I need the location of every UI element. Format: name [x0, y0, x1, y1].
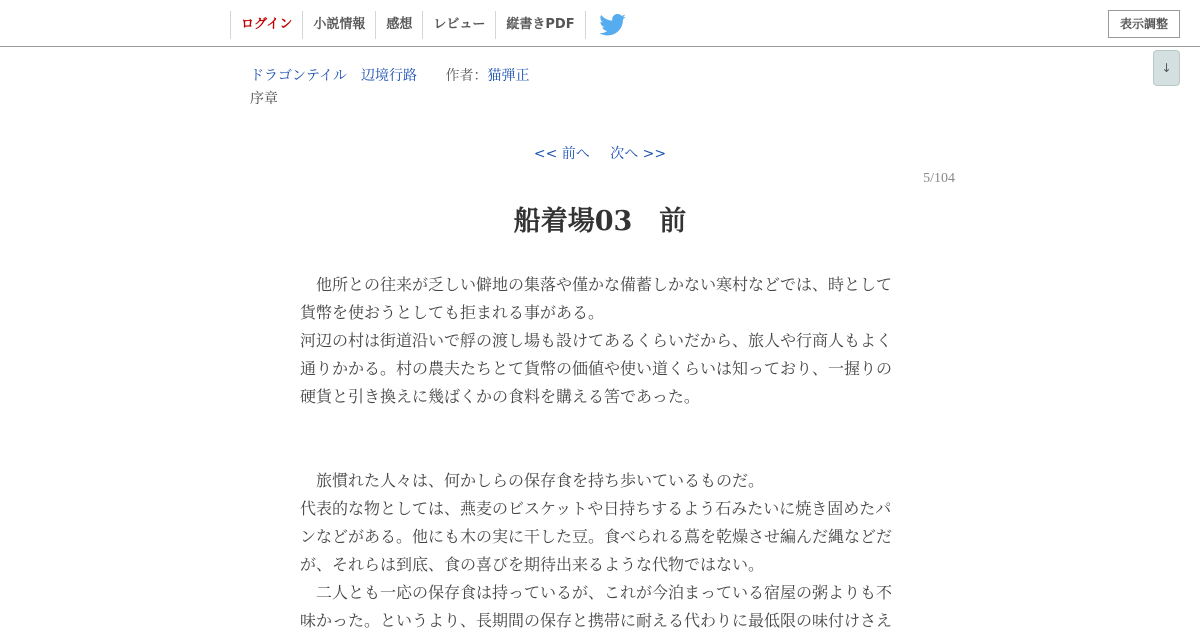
body-line: 二人とも一応の保存食は持っているが、これが今泊まっている宿屋の粥よりも不 [300, 583, 893, 602]
chapter-title: 序章 [250, 91, 278, 107]
episode-pager [0, 145, 1200, 163]
body-line: 硬貨と引き換えに幾ばくかの食料を購える筈であった。 [300, 387, 700, 406]
body-line: ンなどがある。他にも木の実に干した豆。食べられる蔦を乾燥させ編んだ縄などだ [300, 527, 893, 546]
twitter-icon[interactable] [599, 14, 626, 36]
blank-line [300, 411, 900, 439]
body-line: 旅慣れた人々は、何かしらの保存食を持ち歩いているものだ。 [300, 471, 765, 490]
episode-body [300, 271, 900, 635]
header-nav [230, 11, 586, 39]
site-header [0, 0, 1200, 47]
body-line: 代表的な物としては、燕麦のビスケットや日持ちするよう石みたいに焼き固めたパ [300, 499, 892, 518]
body-line: 貨幣を使おうとしても拒まれる事がある。 [300, 303, 605, 322]
scroll-down-button[interactable]: ↓ [1153, 50, 1180, 86]
episode-counter: 5/104 [923, 171, 955, 186]
author-link[interactable]: 猫弾正 [487, 68, 530, 84]
body-line: 他所との往来が乏しい僻地の集落や僅かな備蓄しかない寒村などでは、時として [300, 275, 893, 294]
body-line: 河辺の村は街道沿いで艀の渡し場も設けてあるくらいだから、旅人や行商人もよく [300, 331, 893, 350]
review-link[interactable]: レビュー [422, 11, 495, 39]
series-title-link[interactable]: ドラゴンテイル 辺境行路 [250, 68, 418, 84]
body-line: が、それらは到底、食の喜びを期待出来るような代物ではない。 [300, 555, 765, 574]
author-label: 作者： [445, 68, 488, 84]
vertical-pdf-link[interactable]: 縦書きPDF [495, 11, 585, 39]
novel-info-link[interactable]: 小説情報 [302, 11, 375, 39]
impressions-link[interactable]: 感想 [375, 11, 422, 39]
next-link[interactable]: 次へ >> [610, 146, 667, 162]
login-link[interactable]: ログイン [230, 11, 302, 39]
novel-meta [250, 66, 529, 86]
body-line: 通りかかる。村の農夫たちとて貨幣の価値や使い道くらいは知っており、一握りの [300, 359, 893, 378]
display-settings-button[interactable]: 表示調整 [1108, 10, 1180, 38]
body-line: 味かった。というより、長期間の保存と携帯に耐える代わりに最低限の味付けさえ [300, 611, 893, 630]
episode-title: 船着場03 前 [513, 206, 687, 237]
blank-line [300, 439, 900, 467]
prev-link[interactable]: << 前へ [533, 146, 590, 162]
